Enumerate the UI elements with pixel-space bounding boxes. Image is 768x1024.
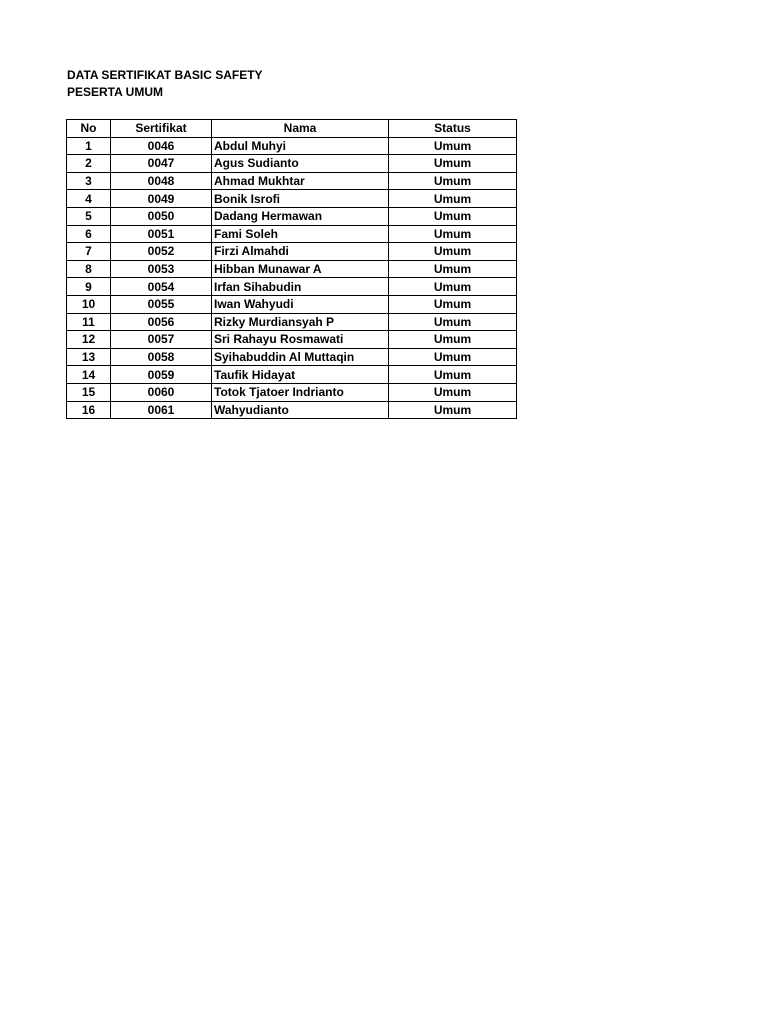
cell-sertifikat: 0046 <box>111 137 212 155</box>
cell-status: Umum <box>389 313 517 331</box>
table-row <box>67 243 517 261</box>
cell-sertifikat: 0050 <box>111 207 212 225</box>
cell-status: Umum <box>389 260 517 278</box>
table-row <box>67 313 517 331</box>
cell-no: 5 <box>67 207 111 225</box>
cell-sertifikat: 0061 <box>111 401 212 419</box>
cell-sertifikat: 0052 <box>111 243 212 261</box>
table-row <box>67 137 517 155</box>
cell-status: Umum <box>389 401 517 419</box>
cell-no: 12 <box>67 331 111 349</box>
cell-no: 4 <box>67 190 111 208</box>
cell-nama: Hibban Munawar A <box>212 260 389 278</box>
cell-no: 11 <box>67 313 111 331</box>
table-row <box>67 207 517 225</box>
table-row <box>67 295 517 313</box>
header-sertifikat: Sertifikat <box>111 120 212 138</box>
cell-no: 3 <box>67 172 111 190</box>
table-row <box>67 401 517 419</box>
cell-status: Umum <box>389 348 517 366</box>
cell-status: Umum <box>389 225 517 243</box>
cell-sertifikat: 0056 <box>111 313 212 331</box>
cell-no: 9 <box>67 278 111 296</box>
cell-status: Umum <box>389 190 517 208</box>
table-row <box>67 366 517 384</box>
cell-sertifikat: 0053 <box>111 260 212 278</box>
table-body <box>67 137 517 419</box>
cell-no: 13 <box>67 348 111 366</box>
table-row <box>67 348 517 366</box>
cell-sertifikat: 0055 <box>111 295 212 313</box>
cell-nama: Fami Soleh <box>212 225 389 243</box>
cell-sertifikat: 0051 <box>111 225 212 243</box>
cell-nama: Abdul Muhyi <box>212 137 389 155</box>
table-header-row <box>67 120 517 138</box>
cell-sertifikat: 0058 <box>111 348 212 366</box>
cell-no: 14 <box>67 366 111 384</box>
cell-nama: Dadang Hermawan <box>212 207 389 225</box>
cell-status: Umum <box>389 172 517 190</box>
table-row <box>67 331 517 349</box>
cell-nama: Agus Sudianto <box>212 155 389 173</box>
cell-nama: Bonik Isrofi <box>212 190 389 208</box>
cell-nama: Taufik Hidayat <box>212 366 389 384</box>
cell-status: Umum <box>389 207 517 225</box>
table-row <box>67 172 517 190</box>
cell-no: 15 <box>67 383 111 401</box>
cell-nama: Totok Tjatoer Indrianto <box>212 383 389 401</box>
table-row <box>67 190 517 208</box>
cell-nama: Irfan Sihabudin <box>212 278 389 296</box>
cell-nama: Iwan Wahyudi <box>212 295 389 313</box>
cell-sertifikat: 0047 <box>111 155 212 173</box>
cell-nama: Sri Rahayu Rosmawati <box>212 331 389 349</box>
cell-sertifikat: 0049 <box>111 190 212 208</box>
cell-nama: Firzi Almahdi <box>212 243 389 261</box>
cell-nama: Wahyudianto <box>212 401 389 419</box>
cell-status: Umum <box>389 137 517 155</box>
cell-status: Umum <box>389 295 517 313</box>
cell-sertifikat: 0057 <box>111 331 212 349</box>
cell-nama: Syihabuddin Al Muttaqin <box>212 348 389 366</box>
cell-no: 10 <box>67 295 111 313</box>
cell-status: Umum <box>389 243 517 261</box>
cell-status: Umum <box>389 331 517 349</box>
cell-sertifikat: 0054 <box>111 278 212 296</box>
cell-nama: Ahmad Mukhtar <box>212 172 389 190</box>
certificate-table <box>66 119 517 419</box>
header-no: No <box>67 120 111 138</box>
cell-sertifikat: 0059 <box>111 366 212 384</box>
table-row <box>67 225 517 243</box>
cell-nama: Rizky Murdiansyah P <box>212 313 389 331</box>
cell-sertifikat: 0048 <box>111 172 212 190</box>
document-header <box>67 67 263 101</box>
cell-sertifikat: 0060 <box>111 383 212 401</box>
cell-status: Umum <box>389 278 517 296</box>
document-subtitle: PESERTA UMUM <box>67 85 163 99</box>
cell-status: Umum <box>389 155 517 173</box>
table-row <box>67 260 517 278</box>
header-nama: Nama <box>212 120 389 138</box>
table-row <box>67 383 517 401</box>
table-row <box>67 278 517 296</box>
cell-no: 8 <box>67 260 111 278</box>
cell-status: Umum <box>389 366 517 384</box>
cell-no: 16 <box>67 401 111 419</box>
cell-no: 7 <box>67 243 111 261</box>
cell-status: Umum <box>389 383 517 401</box>
cell-no: 2 <box>67 155 111 173</box>
cell-no: 1 <box>67 137 111 155</box>
header-status: Status <box>389 120 517 138</box>
table-row <box>67 155 517 173</box>
document-title: DATA SERTIFIKAT BASIC SAFETY <box>67 68 263 82</box>
cell-no: 6 <box>67 225 111 243</box>
